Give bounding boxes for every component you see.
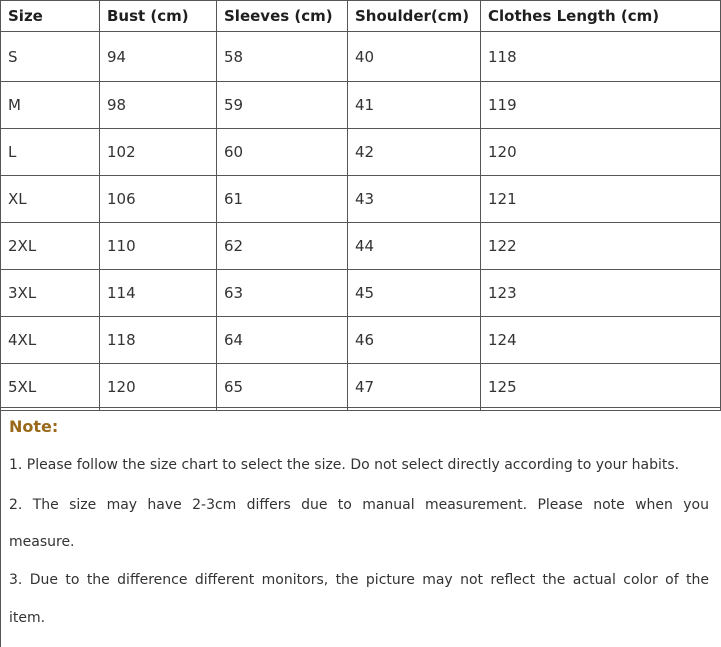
cell-bust: 120: [100, 364, 217, 411]
cell-size: L: [1, 129, 100, 176]
note-line-3-continued: item.: [9, 610, 46, 626]
table-body: [1, 32, 721, 411]
cell-shoulder: 46: [348, 317, 481, 364]
cell-sleeves: 58: [217, 32, 348, 82]
cell-shoulder: 45: [348, 270, 481, 317]
cell-size: M: [1, 82, 100, 129]
cell-clothes-length: 119: [481, 82, 721, 129]
cell-clothes-length: 121: [481, 176, 721, 223]
cell-shoulder: 44: [348, 223, 481, 270]
table-row: [1, 270, 721, 317]
cell-size: 4XL: [1, 317, 100, 364]
table-row: [1, 129, 721, 176]
cell-size: 2XL: [1, 223, 100, 270]
cell-bust: 94: [100, 32, 217, 82]
cell-size: S: [1, 32, 100, 82]
table-row: [1, 82, 721, 129]
cell-sleeves: 63: [217, 270, 348, 317]
cell-sleeves: 65: [217, 364, 348, 411]
note-box: [0, 407, 720, 647]
table-row: [1, 223, 721, 270]
header-shoulder: Shoulder(cm): [348, 1, 481, 32]
cell-shoulder: 40: [348, 32, 481, 82]
note-line-1: 1. Please follow the size chart to select the size. Do not select directly according to your habits.: [9, 457, 680, 473]
header-row: [1, 1, 721, 32]
cell-shoulder: 42: [348, 129, 481, 176]
table-row: [1, 32, 721, 82]
cell-sleeves: 61: [217, 176, 348, 223]
cell-clothes-length: 122: [481, 223, 721, 270]
cell-shoulder: 43: [348, 176, 481, 223]
cell-sleeves: 64: [217, 317, 348, 364]
header-sleeves: Sleeves (cm): [217, 1, 348, 32]
table-row: [1, 176, 721, 223]
cell-sleeves: 60: [217, 129, 348, 176]
cell-clothes-length: 125: [481, 364, 721, 411]
header-size: Size: [1, 1, 100, 32]
cell-bust: 110: [100, 223, 217, 270]
note-line-2-continued: measure.: [9, 534, 75, 550]
cell-bust: 114: [100, 270, 217, 317]
cell-bust: 98: [100, 82, 217, 129]
cell-clothes-length: 123: [481, 270, 721, 317]
cell-sleeves: 62: [217, 223, 348, 270]
note-title: Note:: [9, 417, 59, 436]
header-clothes-length: Clothes Length (cm): [481, 1, 721, 32]
cell-size: XL: [1, 176, 100, 223]
cell-clothes-length: 124: [481, 317, 721, 364]
table-row: [1, 317, 721, 364]
cell-size: 5XL: [1, 364, 100, 411]
cell-bust: 102: [100, 129, 217, 176]
cell-bust: 118: [100, 317, 217, 364]
header-bust: Bust (cm): [100, 1, 217, 32]
cell-clothes-length: 118: [481, 32, 721, 82]
note-line-3: 3. Due to the difference different monitors, the picture may not reflect the actual color of the: [9, 572, 709, 588]
note-line-2: 2. The size may have 2-3cm differs due to manual measurement. Please note when you: [9, 497, 709, 513]
cell-bust: 106: [100, 176, 217, 223]
cell-size: 3XL: [1, 270, 100, 317]
cell-clothes-length: 120: [481, 129, 721, 176]
cell-shoulder: 47: [348, 364, 481, 411]
cell-shoulder: 41: [348, 82, 481, 129]
cell-sleeves: 59: [217, 82, 348, 129]
table-row: [1, 364, 721, 411]
